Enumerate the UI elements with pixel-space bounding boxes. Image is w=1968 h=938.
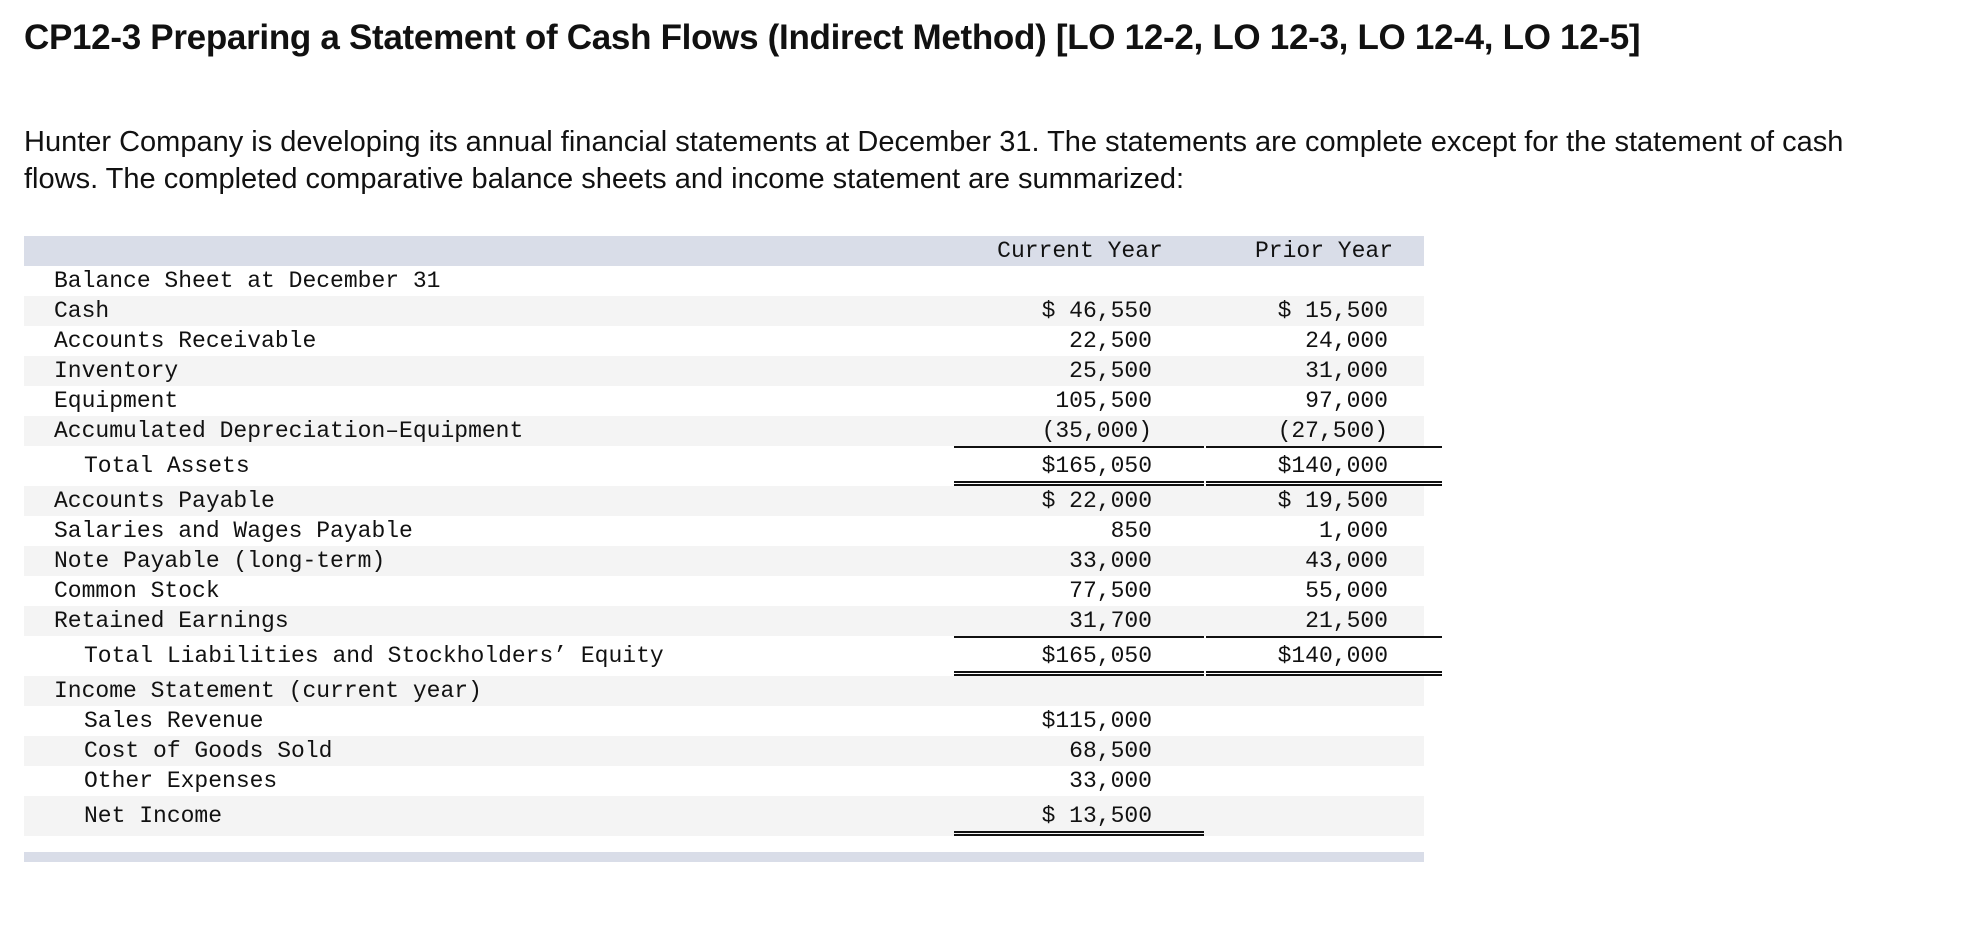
current-value: 105,500 [1055,388,1152,414]
balance-sheet-heading: Balance Sheet at December 31 [54,268,441,294]
prior-value: $ 15,500 [1277,298,1388,324]
col-current-year: Current Year [997,238,1163,264]
prior-value: 31,000 [1305,358,1388,384]
row-label: Accounts Receivable [54,328,317,354]
income-statement-heading: Income Statement (current year) [54,678,482,704]
table-row [24,356,1424,386]
table-row [24,296,1424,326]
prior-value: 43,000 [1305,548,1388,574]
current-value: $115,000 [1041,708,1152,734]
current-value: 850 [1110,518,1152,544]
current-value: $ 46,550 [1041,298,1152,324]
row-label: Sales Revenue [84,708,264,734]
prior-value: $140,000 [1277,643,1388,669]
current-value: (35,000) [1041,418,1152,444]
current-value: 33,000 [1069,548,1152,574]
current-value: $165,050 [1041,643,1152,669]
row-label: Salaries and Wages Payable [54,518,413,544]
col-prior-year: Prior Year [1254,238,1394,264]
current-value: $165,050 [1041,453,1152,479]
total-assets-row [24,446,1424,486]
current-value: 22,500 [1069,328,1152,354]
income-statement-heading-row [24,676,1424,706]
table-row [24,736,1424,766]
row-label: Accumulated Depreciation–Equipment [54,418,524,444]
row-label: Net Income [84,803,223,829]
table-row [24,766,1424,796]
row-label: Retained Earnings [54,608,289,634]
row-label: Total Liabilities and Stockholders’ Equity [84,643,664,669]
current-value: $ 13,500 [1041,803,1152,829]
prior-value: 55,000 [1305,578,1388,604]
table-row [24,546,1424,576]
row-label: Cost of Goods Sold [84,738,333,764]
prior-value: $140,000 [1277,453,1388,479]
net-income-row [24,796,1424,836]
table-row [24,576,1424,606]
row-label: Accounts Payable [54,488,275,514]
prior-value: 21,500 [1305,608,1388,634]
prior-value: 1,000 [1318,518,1388,544]
current-value: 77,500 [1069,578,1152,604]
current-value: 25,500 [1069,358,1152,384]
table-row [24,606,1424,636]
current-value: 31,700 [1069,608,1152,634]
table-header [24,236,1424,266]
row-label: Common Stock [54,578,220,604]
current-value: 33,000 [1069,768,1152,794]
table-row [24,706,1424,736]
row-label: Total Assets [84,453,250,479]
prior-value: (27,500) [1277,418,1388,444]
financial-statements-table [24,236,1424,862]
table-row [24,326,1424,356]
row-label: Note Payable (long-term) [54,548,386,574]
prior-value: 97,000 [1305,388,1388,414]
table-row [24,386,1424,416]
problem-title: CP12-3 Preparing a Statement of Cash Flows (Indirect Method) [LO 12-2, LO 12-3, LO 12-4, LO 12-5] [24,18,1641,57]
balance-sheet-heading-row [24,266,1424,296]
row-label: Equipment [54,388,179,414]
current-value: $ 22,000 [1041,488,1152,514]
table-row [24,416,1424,446]
row-label: Inventory [54,358,179,384]
row-label: Other Expenses [84,768,278,794]
table-footer-bar [24,852,1424,862]
total-liabilities-equity-row [24,636,1424,676]
table-row [24,486,1424,516]
prior-value: $ 19,500 [1277,488,1388,514]
current-value: 68,500 [1069,738,1152,764]
table-row [24,516,1424,546]
row-label: Cash [54,298,110,324]
prior-value: 24,000 [1305,328,1388,354]
problem-intro: Hunter Company is developing its annual financial statements at December 31. The statements are complete except for the statement of cash flows. The completed comparative balance sheets and income statement are summarized: [24,126,1844,195]
